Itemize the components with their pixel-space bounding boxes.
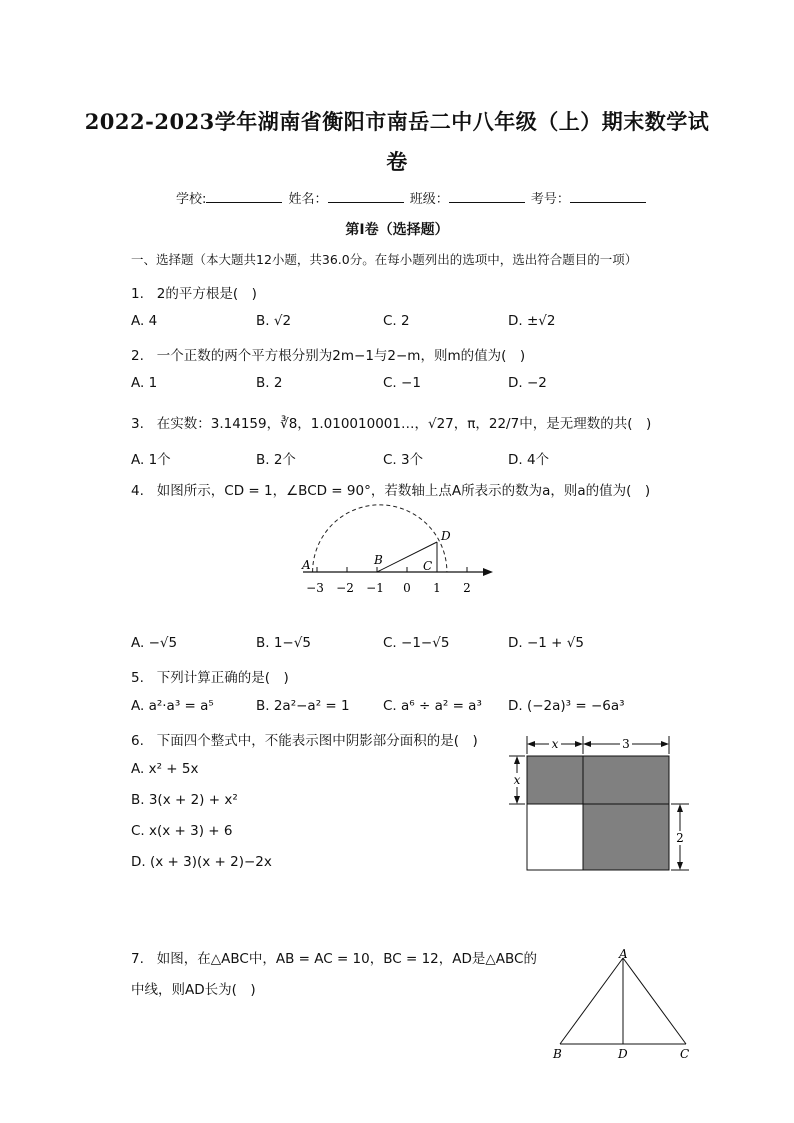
question-stem: 下列计算正确的是( ) bbox=[156, 670, 289, 686]
vertex-b-label: B bbox=[553, 1047, 562, 1061]
question-number: 4. bbox=[131, 483, 144, 499]
question-stem: 在实数：3.14159，∛8，1.010010001…，√27，π，22/7中，是无理数的共( ) bbox=[156, 416, 652, 432]
question-stem: 如图，在△ABC中，AB = AC = 10，BC = 12，AD是△ABC的 bbox=[156, 951, 537, 967]
exam-no-label: 考号： bbox=[530, 192, 570, 207]
section-title: 第I卷（选择题） bbox=[345, 222, 449, 238]
question-1 bbox=[131, 282, 257, 302]
q1-option-d: D. ±√2 bbox=[508, 313, 556, 329]
tick-label: −2 bbox=[336, 581, 354, 595]
q2-option-b: B. 2 bbox=[256, 375, 283, 391]
question-2 bbox=[131, 344, 525, 364]
question-7-line2: 中线，则AD长为( ) bbox=[131, 982, 256, 998]
question-stem: 一个正数的两个平方根分别为2m−1与2−m，则m的值为( ) bbox=[156, 348, 526, 364]
q4-option-b: B. 1−√5 bbox=[256, 635, 311, 651]
school-label: 学校: bbox=[176, 192, 207, 207]
tick-label: −1 bbox=[366, 581, 384, 595]
label-x-left: x bbox=[513, 773, 521, 787]
point-d-label: D bbox=[441, 529, 451, 543]
label-x-top: x bbox=[551, 737, 559, 751]
exam-no-blank bbox=[570, 190, 646, 203]
q1-option-c: C. 2 bbox=[383, 313, 410, 329]
q6-option-b: B. 3(x + 2) + x² bbox=[131, 792, 238, 808]
question-7 bbox=[131, 947, 537, 967]
side-ac bbox=[623, 958, 686, 1044]
class-blank bbox=[449, 190, 525, 203]
label-2-right: 2 bbox=[676, 831, 684, 845]
section-instructions: 一、选择题（本大题共12小题，共36.0分。在每小题列出的选项中，选出符合题目的一项） bbox=[131, 252, 638, 267]
q3-option-b: B. 2个 bbox=[256, 452, 296, 468]
q2-option-d: D. −2 bbox=[508, 375, 547, 391]
q4-option-d: D. −1 + √5 bbox=[508, 635, 584, 651]
q5-option-b: B. 2a²−a² = 1 bbox=[256, 698, 350, 714]
question-number: 3. bbox=[131, 416, 144, 432]
question-number: 1. bbox=[131, 286, 144, 302]
q2-option-c: C. −1 bbox=[383, 375, 421, 391]
q2-option-a: A. 1 bbox=[131, 375, 158, 391]
school-blank bbox=[206, 190, 282, 203]
question-6 bbox=[131, 729, 478, 749]
tick-label: 0 bbox=[403, 581, 411, 595]
point-d-label: D bbox=[618, 1047, 628, 1061]
q6-option-a: A. x² + 5x bbox=[131, 761, 199, 777]
name-label: 姓名： bbox=[288, 192, 328, 207]
q6-area-figure bbox=[505, 730, 695, 875]
q5-option-a: A. a²·a³ = a⁵ bbox=[131, 698, 214, 714]
exam-title-line1: 2022-2023学年湖南省衡阳市南岳二中八年级（上）期末数学试 bbox=[84, 109, 710, 134]
point-b-label: B bbox=[374, 553, 383, 567]
q3-option-c: C. 3个 bbox=[383, 452, 424, 468]
q6-option-c: C. x(x + 3) + 6 bbox=[131, 823, 233, 839]
q6-option-d: D. (x + 3)(x + 2)−2x bbox=[131, 854, 272, 870]
q4-option-a: A. −√5 bbox=[131, 635, 178, 651]
q1-option-b: B. √2 bbox=[256, 313, 292, 329]
question-number: 7. bbox=[131, 951, 144, 967]
shaded-square-x bbox=[527, 756, 583, 804]
side-ab bbox=[560, 958, 623, 1044]
q7-triangle-figure bbox=[548, 946, 698, 1066]
q5-option-c: C. a⁶ ÷ a² = a³ bbox=[383, 698, 482, 714]
class-label: 班级： bbox=[409, 192, 449, 207]
q3-option-d: D. 4个 bbox=[508, 452, 550, 468]
tick-label: 2 bbox=[463, 581, 471, 595]
student-info-line bbox=[176, 188, 648, 207]
tick-label: −3 bbox=[306, 581, 324, 595]
label-3-top: 3 bbox=[622, 737, 630, 751]
name-blank bbox=[328, 190, 404, 203]
axis-arrow bbox=[483, 568, 493, 576]
question-stem: 2的平方根是( ) bbox=[156, 286, 257, 302]
q5-option-d: D. (−2a)³ = −6a³ bbox=[508, 698, 625, 714]
question-stem: 如图所示，CD = 1，∠BCD = 90°，若数轴上点A所表示的数为a，则a的值为( ) bbox=[156, 483, 651, 499]
q1-option-a: A. 4 bbox=[131, 313, 158, 329]
question-5 bbox=[131, 666, 289, 686]
point-a-label: A bbox=[302, 558, 311, 572]
vertex-a-label: A bbox=[619, 947, 628, 961]
exam-title-line2: 卷 bbox=[386, 149, 408, 174]
tick-label: 1 bbox=[433, 581, 441, 595]
q4-number-line-figure bbox=[295, 500, 505, 602]
point-c-label: C bbox=[423, 559, 433, 573]
vertex-c-label: C bbox=[680, 1047, 690, 1061]
question-stem: 下面四个整式中，不能表示图中阴影部分面积的是( ) bbox=[156, 733, 478, 749]
q4-option-c: C. −1−√5 bbox=[383, 635, 450, 651]
question-4 bbox=[131, 479, 650, 499]
shaded-rect-3 bbox=[583, 756, 669, 870]
question-3 bbox=[131, 412, 651, 432]
question-number: 2. bbox=[131, 348, 144, 364]
question-number: 6. bbox=[131, 733, 144, 749]
question-number: 5. bbox=[131, 670, 144, 686]
q3-option-a: A. 1个 bbox=[131, 452, 171, 468]
